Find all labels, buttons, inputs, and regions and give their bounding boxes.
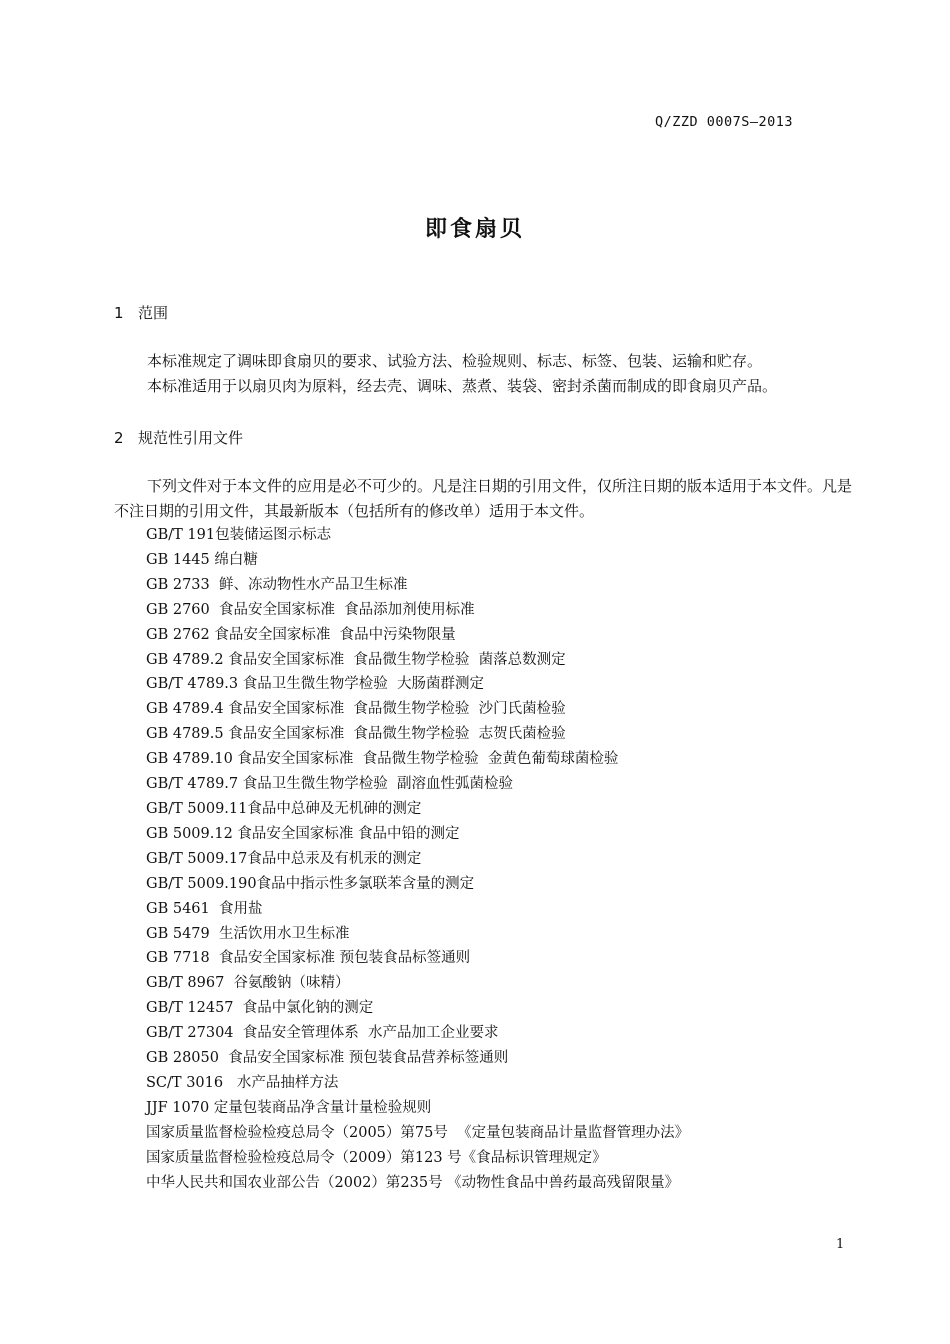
reference-item: GB/T 191包装储运图示标志 bbox=[146, 527, 332, 543]
reference-item: GB/T 8967 谷氨酸钠（味精） bbox=[146, 975, 350, 992]
section-2-number: 2 bbox=[114, 429, 124, 447]
reference-item: GB 2762 食品安全国家标准 食品中污染物限量 bbox=[146, 626, 456, 643]
document-title: 即食扇贝 bbox=[424, 217, 525, 242]
reference-item: 国家质量监督检验检疫总局令（2005）第75号 《定量包装商品计量监督管理办法》 bbox=[146, 1124, 690, 1141]
scope-paragraph-2: 本标准适用于以扇贝肉为原料，经去壳、调味、蒸煮、装袋、密封杀菌而制成的即食扇贝产品。 bbox=[147, 377, 778, 395]
reference-item: GB 4789.5 食品安全国家标准 食品微生物学检验 志贺氏菌检验 bbox=[146, 726, 566, 743]
section-2-title: 规范性引用文件 bbox=[138, 429, 244, 447]
reference-item: GB 5461 食用盐 bbox=[146, 900, 263, 917]
reference-item: GB 7718 食品安全国家标准 预包装食品标签通则 bbox=[146, 950, 471, 967]
reference-item: GB 4789.2 食品安全国家标准 食品微生物学检验 菌落总数测定 bbox=[146, 651, 566, 668]
reference-item: GB 28050 食品安全国家标准 预包装食品营养标签通则 bbox=[146, 1050, 509, 1067]
reference-item: GB/T 4789.7 食品卫生微生物学检验 副溶血性弧菌检验 bbox=[146, 776, 513, 793]
reference-item: 中华人民共和国农业部公告（2002）第235号 《动物性食品中兽药最高残留限量》 bbox=[146, 1174, 680, 1191]
reference-item: GB 2760 食品安全国家标准 食品添加剂使用标准 bbox=[146, 601, 475, 618]
section-1-heading bbox=[114, 302, 168, 323]
references-intro: 下列文件对于本文件的应用是必不可少的。凡是注日期的引用文件，仅所注日期的版本适用于本文件。凡是不注日期的引用文件，其最新版本（包括所有的修改单）适用于本文件。 bbox=[114, 477, 853, 520]
section-2-heading bbox=[114, 427, 243, 448]
reference-list bbox=[146, 523, 689, 1195]
section-1-title: 范围 bbox=[138, 304, 169, 322]
reference-item: GB 4789.4 食品安全国家标准 食品微生物学检验 沙门氏菌检验 bbox=[146, 701, 566, 718]
reference-item: GB 1445 绵白糖 bbox=[146, 551, 258, 568]
page-number: 1 bbox=[836, 1237, 845, 1252]
reference-item: GB 5009.12 食品安全国家标准 食品中铅的测定 bbox=[146, 825, 460, 842]
reference-item: GB/T 4789.3 食品卫生微生物学检验 大肠菌群测定 bbox=[146, 676, 484, 693]
reference-item: 国家质量监督检验检疫总局令（2009）第123 号《食品标识管理规定》 bbox=[146, 1149, 607, 1166]
reference-item: GB/T 27304 食品安全管理体系 水产品加工企业要求 bbox=[146, 1025, 499, 1042]
reference-item: GB 5479 生活饮用水卫生标准 bbox=[146, 925, 350, 942]
reference-item: SC/T 3016 水产品抽样方法 bbox=[146, 1074, 339, 1091]
standard-code: Q/ZZD 0007S—2013 bbox=[654, 114, 793, 130]
reference-item: GB/T 5009.17食品中总汞及有机汞的测定 bbox=[146, 850, 422, 867]
reference-item: GB/T 5009.11食品中总砷及无机砷的测定 bbox=[146, 800, 422, 817]
reference-item: GB 4789.10 食品安全国家标准 食品微生物学检验 金黄色葡萄球菌检验 bbox=[146, 751, 619, 768]
section-1-number: 1 bbox=[114, 304, 124, 322]
reference-item: GB/T 5009.190食品中指示性多氯联苯含量的测定 bbox=[146, 875, 475, 892]
reference-item: JJF 1070 定量包装商品净含量计量检验规则 bbox=[146, 1099, 432, 1116]
reference-item: GB/T 12457 食品中氯化钠的测定 bbox=[146, 1000, 374, 1017]
scope-paragraph-1: 本标准规定了调味即食扇贝的要求、试验方法、检验规则、标志、标签、包装、运输和贮存。 bbox=[147, 352, 763, 370]
reference-item: GB 2733 鲜、冻动物性水产品卫生标准 bbox=[146, 576, 408, 593]
